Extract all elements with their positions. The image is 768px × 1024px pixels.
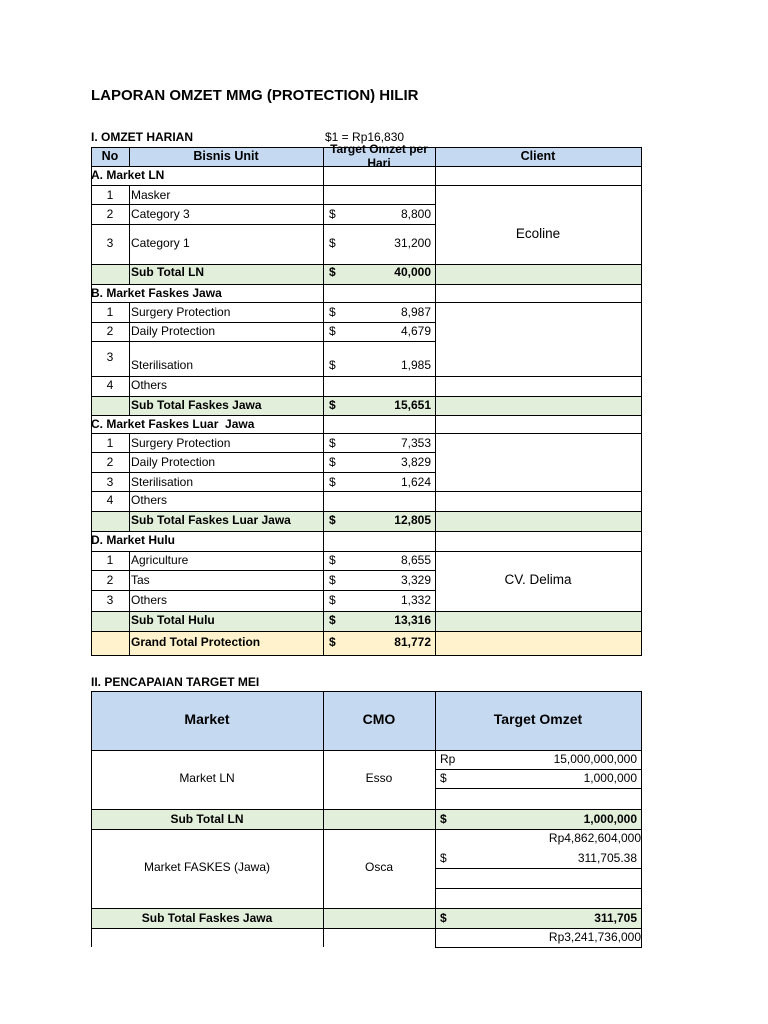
section2-heading: II. PENCAPAIAN TARGET MEI (91, 675, 260, 689)
col-header-client: Client (520, 149, 556, 163)
subtotal-currency: $ (440, 812, 447, 826)
row-no: 4 (106, 378, 114, 392)
subtotal-currency: $ (329, 398, 336, 412)
row-no: 1 (106, 305, 114, 319)
row-no: 4 (106, 493, 114, 507)
row-unit: Surgery Protection (131, 436, 231, 450)
market-name: Market FASKES (Jawa) (143, 860, 271, 874)
row-currency: $ (329, 573, 336, 587)
exchange-rate: $1 = Rp16,830 (325, 130, 405, 144)
row-no: 2 (106, 207, 114, 221)
subtotal-value: 1,000,000 (583, 812, 637, 826)
row-no: 1 (106, 436, 114, 450)
grand-total-value: 81,772 (394, 635, 431, 649)
page-title: LAPORAN OMZET MMG (PROTECTION) HILIR (91, 87, 419, 104)
row-unit: Surgery Protection (131, 305, 231, 319)
row-value: 1,624 (400, 475, 431, 489)
grand-total-currency: $ (329, 635, 336, 649)
row-value: 4,679 (400, 324, 431, 338)
cmo-name: Esso (365, 771, 393, 785)
subtotal-currency: $ (329, 613, 336, 627)
row-no: 3 (106, 236, 114, 250)
row-no: 3 (106, 593, 114, 607)
subtotal-label: Sub Total LN (131, 265, 205, 279)
row-value: 1,985 (400, 358, 431, 372)
subtotal-currency: $ (329, 265, 336, 279)
target-value-usd: 311,705.38 (577, 851, 637, 865)
row-value: 1,332 (400, 593, 431, 607)
next-target-value: Rp3,241,736,000 (548, 930, 641, 944)
target-value-usd: 1,000,000 (583, 771, 637, 785)
row-currency: $ (329, 455, 336, 469)
target-currency-rp: Rp (440, 752, 456, 766)
row-unit: Daily Protection (131, 455, 216, 469)
row-value: 8,800 (400, 207, 431, 221)
target-value-rp: 15,000,000,000 (553, 752, 637, 766)
row-no: 2 (106, 324, 114, 338)
cmo-name: Osca (364, 860, 393, 874)
client-cv-delima: CV. Delima (504, 572, 572, 587)
subtotal-label: Sub Total Faskes Luar Jawa (131, 513, 291, 527)
group-label-ln: A. Market LN (91, 168, 165, 182)
row-unit: Others (131, 593, 168, 607)
row-no: 1 (106, 188, 114, 202)
grand-total-label: Grand Total Protection (131, 635, 261, 649)
row-value: 3,329 (400, 573, 431, 587)
subtotal-label: Sub Total Faskes Jawa (131, 398, 262, 412)
row-currency: $ (329, 358, 336, 372)
row-no: 2 (106, 573, 114, 587)
row-currency: $ (329, 475, 336, 489)
t2-col-header-target: Target Omzet (493, 711, 583, 727)
subtotal-currency: $ (440, 911, 447, 925)
row-value: 8,655 (400, 553, 431, 567)
target-currency-usd: $ (440, 851, 447, 865)
row-no: 2 (106, 455, 114, 469)
row-unit: Masker (131, 188, 171, 202)
row-no: 3 (106, 350, 114, 364)
subtotal-label: Sub Total Hulu (131, 613, 215, 627)
subtotal-label: Sub Total Faskes Jawa (141, 911, 273, 925)
subtotal-value: 311,705 (594, 911, 637, 925)
row-unit: Sterilisation (131, 358, 194, 372)
row-unit: Sterilisation (131, 475, 194, 489)
row-currency: $ (329, 436, 336, 450)
row-value: 7,353 (400, 436, 431, 450)
row-currency: $ (329, 236, 336, 250)
row-no: 3 (106, 475, 114, 489)
row-currency: $ (329, 553, 336, 567)
subtotal-value: 12,805 (394, 513, 431, 527)
subtotal-value: 15,651 (394, 398, 431, 412)
col-header-target-line2: Hari (367, 156, 391, 170)
row-currency: $ (329, 305, 336, 319)
subtotal-currency: $ (329, 513, 336, 527)
market-name: Market LN (179, 771, 235, 785)
group-label-hulu: D. Market Hulu (91, 533, 176, 547)
target-currency-usd: $ (440, 771, 447, 785)
row-unit: Category 3 (131, 207, 190, 221)
row-unit: Tas (131, 573, 150, 587)
col-header-unit: Bisnis Unit (193, 149, 259, 163)
col-header-no: No (101, 149, 119, 163)
target-value-rp: Rp4,862,604,000 (548, 831, 641, 845)
group-label-jawa: B. Market Faskes Jawa (91, 286, 222, 300)
row-no: 1 (106, 553, 114, 567)
row-currency: $ (329, 207, 336, 221)
subtotal-value: 40,000 (394, 265, 431, 279)
subtotal-label: Sub Total LN (170, 812, 244, 826)
t2-col-header-market: Market (184, 711, 230, 727)
subtotal-value: 13,316 (394, 613, 431, 627)
client-ecoline: Ecoline (515, 226, 561, 241)
row-value: 8,987 (400, 305, 431, 319)
row-unit: Agriculture (131, 553, 189, 567)
row-unit: Others (131, 493, 168, 507)
row-unit: Category 1 (131, 236, 190, 250)
col-header-target-line1: Target Omzet per (330, 142, 428, 156)
group-label-luar: C. Market Faskes Luar Jawa (91, 417, 255, 431)
row-unit: Others (131, 378, 168, 392)
row-value: 31,200 (394, 236, 431, 250)
row-currency: $ (329, 324, 336, 338)
row-unit: Daily Protection (131, 324, 216, 338)
row-value: 3,829 (400, 455, 431, 469)
row-currency: $ (329, 593, 336, 607)
section1-heading: I. OMZET HARIAN (91, 130, 193, 144)
t2-col-header-cmo: CMO (362, 711, 396, 727)
